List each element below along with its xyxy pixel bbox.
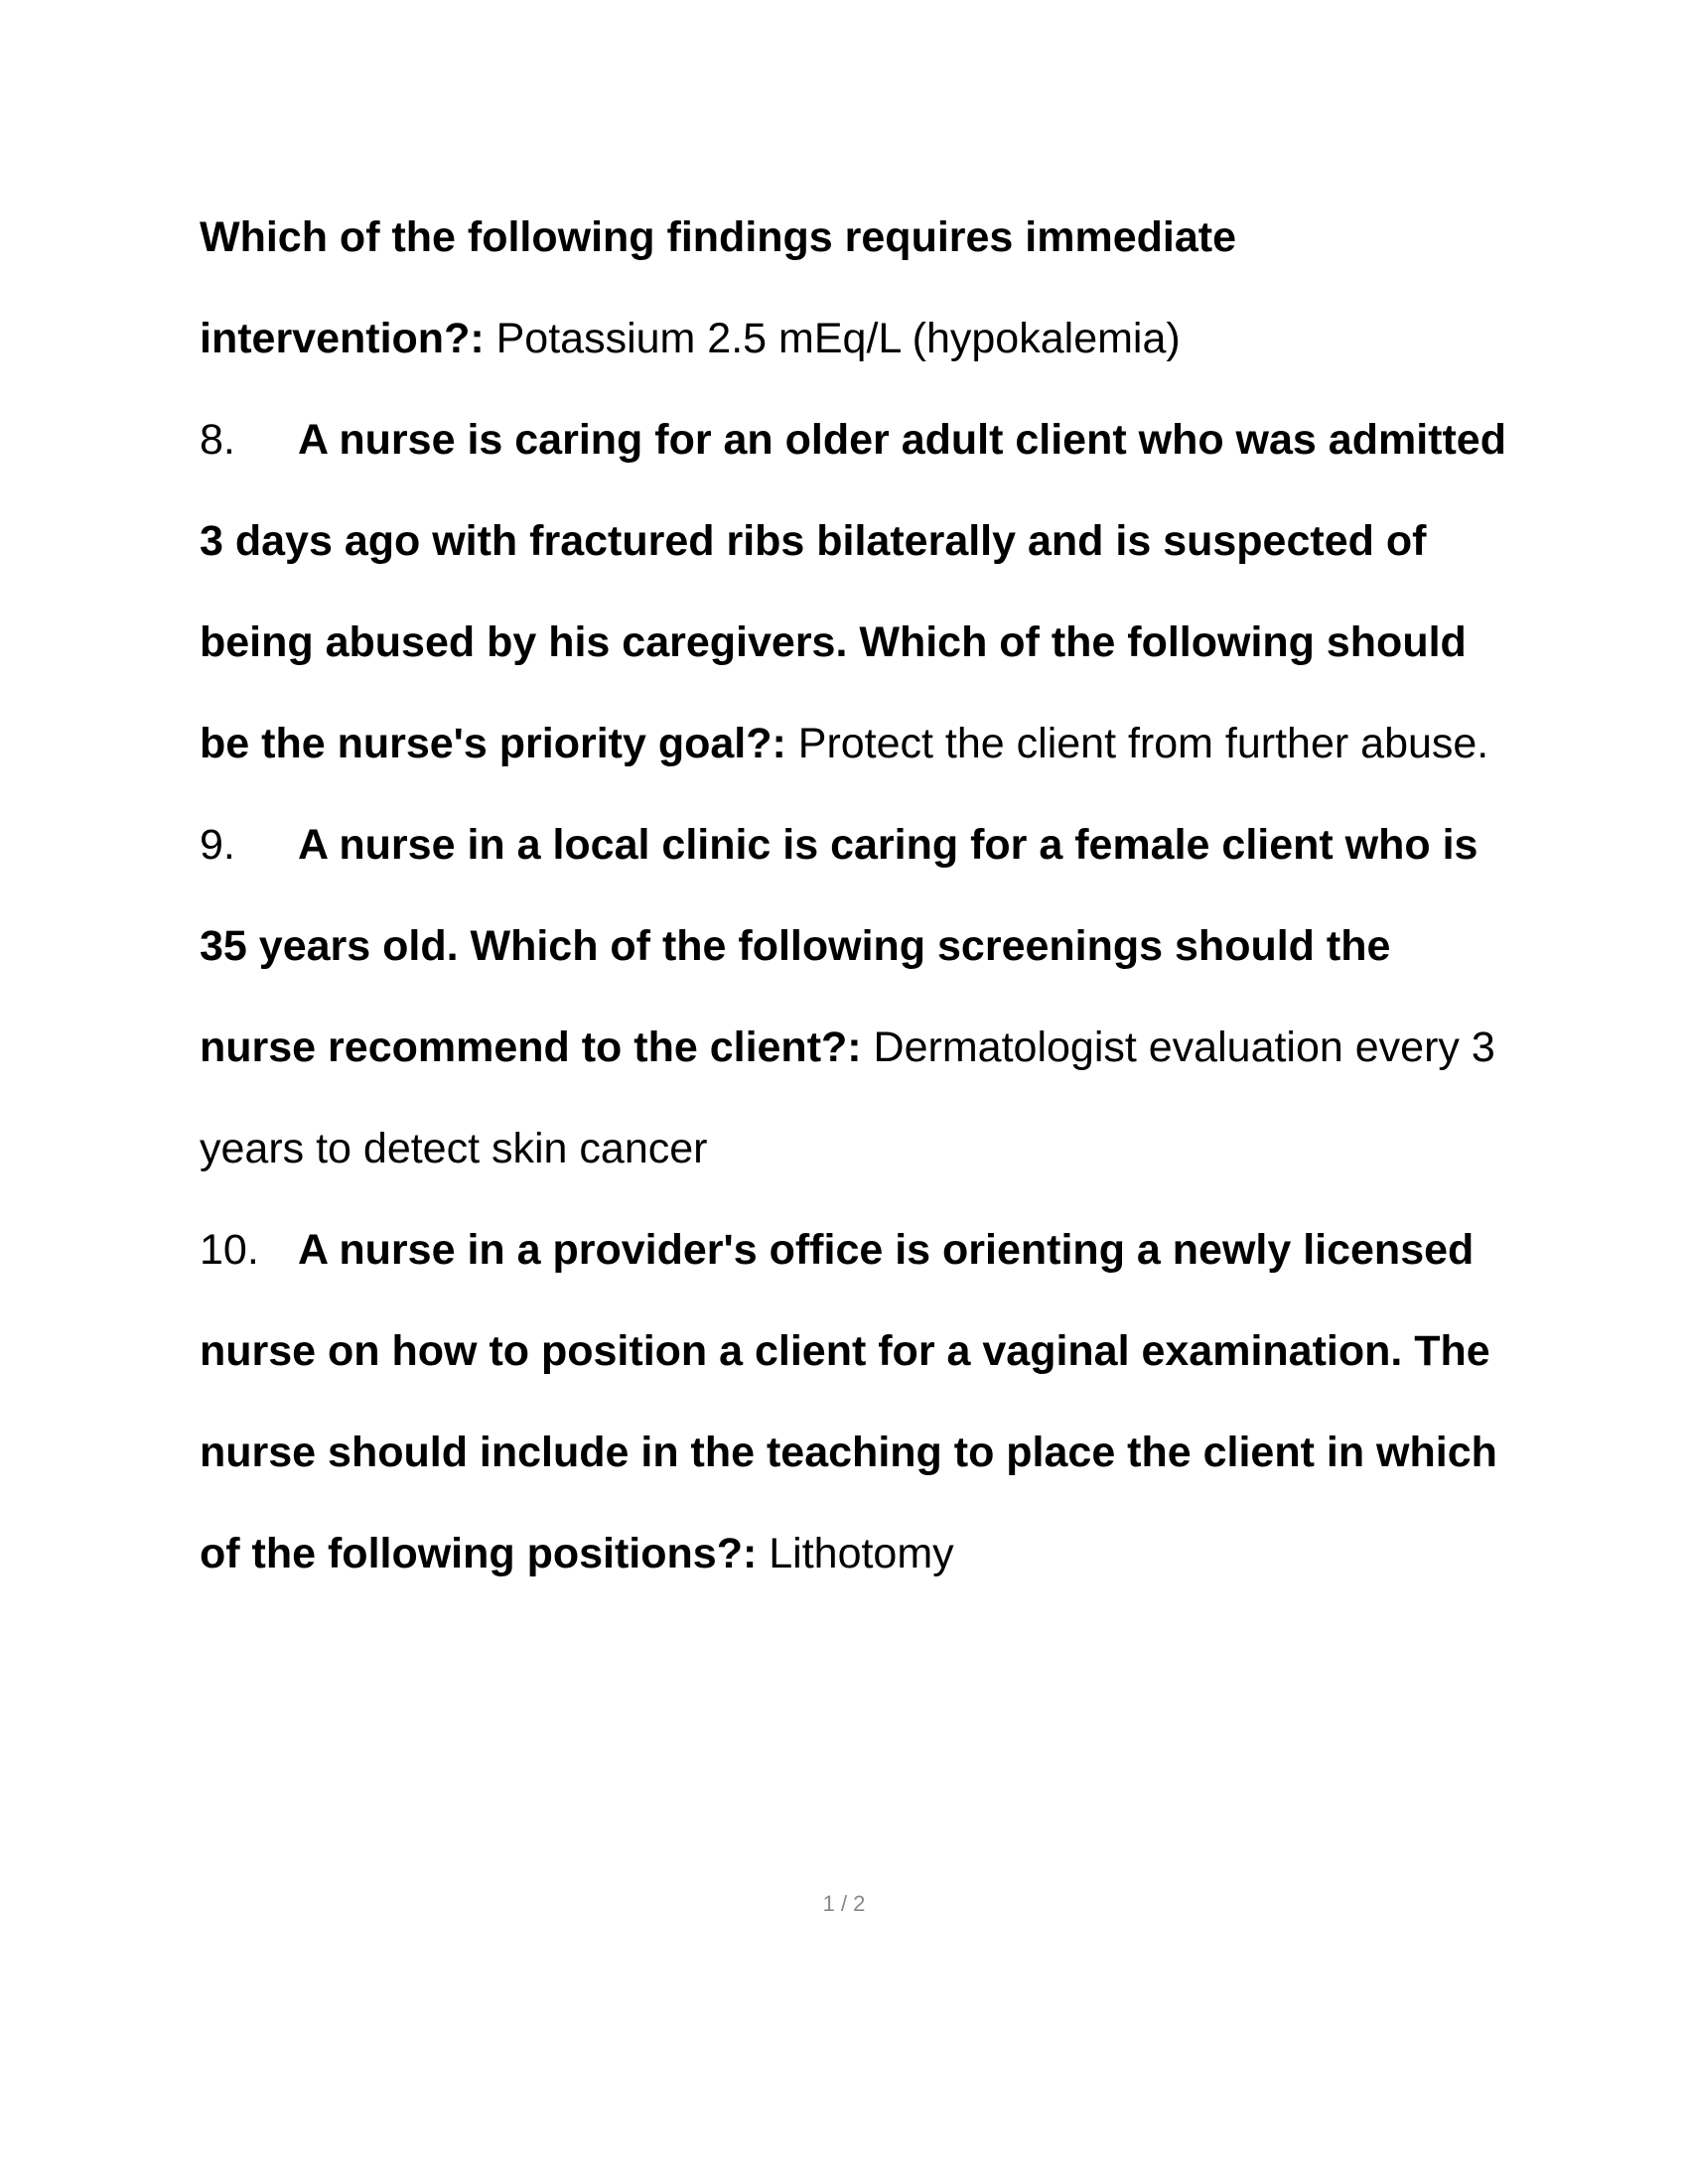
question-text: A nurse is caring for an older adult client who was admitted 3 days ago with fractured ribs bilaterally and is suspected of being abused by his caregivers. Which of the following should be the nurse's priority goal?: bbox=[200, 416, 1506, 767]
question-item-10 bbox=[200, 1199, 1510, 1604]
document-content bbox=[200, 187, 1510, 1604]
question-number: 8. bbox=[200, 416, 235, 464]
question-text: A nurse in a local clinic is caring for a female client who is 35 years old. Which of the following screenings should the nurse recommend to the client?: bbox=[200, 821, 1478, 1071]
answer-text: Dermatologist evaluation every 3 years to detect skin cancer bbox=[200, 1024, 1495, 1172]
question-number: 10. bbox=[200, 1226, 259, 1274]
question-item-9 bbox=[200, 794, 1510, 1199]
question-item-8 bbox=[200, 389, 1510, 794]
answer-text: Protect the client from further abuse. bbox=[785, 720, 1489, 767]
question-text: A nurse in a provider's office is orienting a newly licensed nurse on how to position a client for a vaginal examination. The nurse should include in the teaching to place the client in which of the following positions?: bbox=[200, 1226, 1497, 1577]
answer-text: Lithotomy bbox=[757, 1530, 954, 1577]
question-text: Which of the following findings requires immediate intervention?: bbox=[200, 213, 1236, 362]
answer-text: Potassium 2.5 mEq/L (hypokalemia) bbox=[484, 315, 1181, 362]
page-indicator: 1 / 2 bbox=[822, 1891, 866, 1916]
question-number: 9. bbox=[200, 821, 235, 869]
question-item-7 bbox=[200, 187, 1510, 389]
